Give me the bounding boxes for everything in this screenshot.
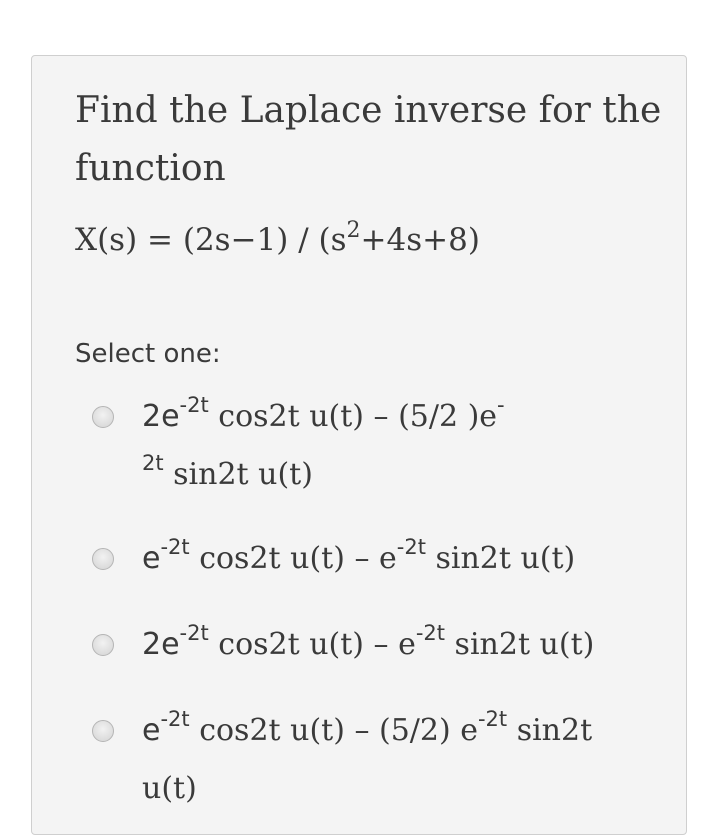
question-card [31,55,687,835]
answer-option-3-label[interactable]: $2e^{-2t}$ cos2t $u(t) - e^{-2t}$ sin2t u(t) [142,621,595,662]
radio-button-1[interactable] [92,406,114,428]
radio-button-3[interactable] [92,634,114,656]
answer-option-4-label[interactable]: $e^{-2t}$ cos2t u(t) – (5/2) $e^{-2t}$ sin2t u(t) [142,707,593,806]
answer-option-1-label[interactable]: $2e^{-2t}$ cos2t u(t) – (5/2 )e- $^{2t}$ sin2t u(t) [142,393,505,492]
radio-button-2[interactable] [92,548,114,570]
answer-option-2-label[interactable]: $e^{-2t}$ cos2t $u(t) - e^{-2t}$ sin2t u(t) [142,535,576,576]
formula-exponent: 2 [346,217,361,243]
radio-button-4[interactable] [92,720,114,742]
question-text: Find the Laplace inverse for the function [75,90,662,189]
select-one-label: Select one: [75,339,221,369]
formula-lhs: X(s) = (2s−1) / (s [75,222,347,258]
question-formula [75,217,480,260]
formula-rhs: +4s+8) [360,222,480,258]
